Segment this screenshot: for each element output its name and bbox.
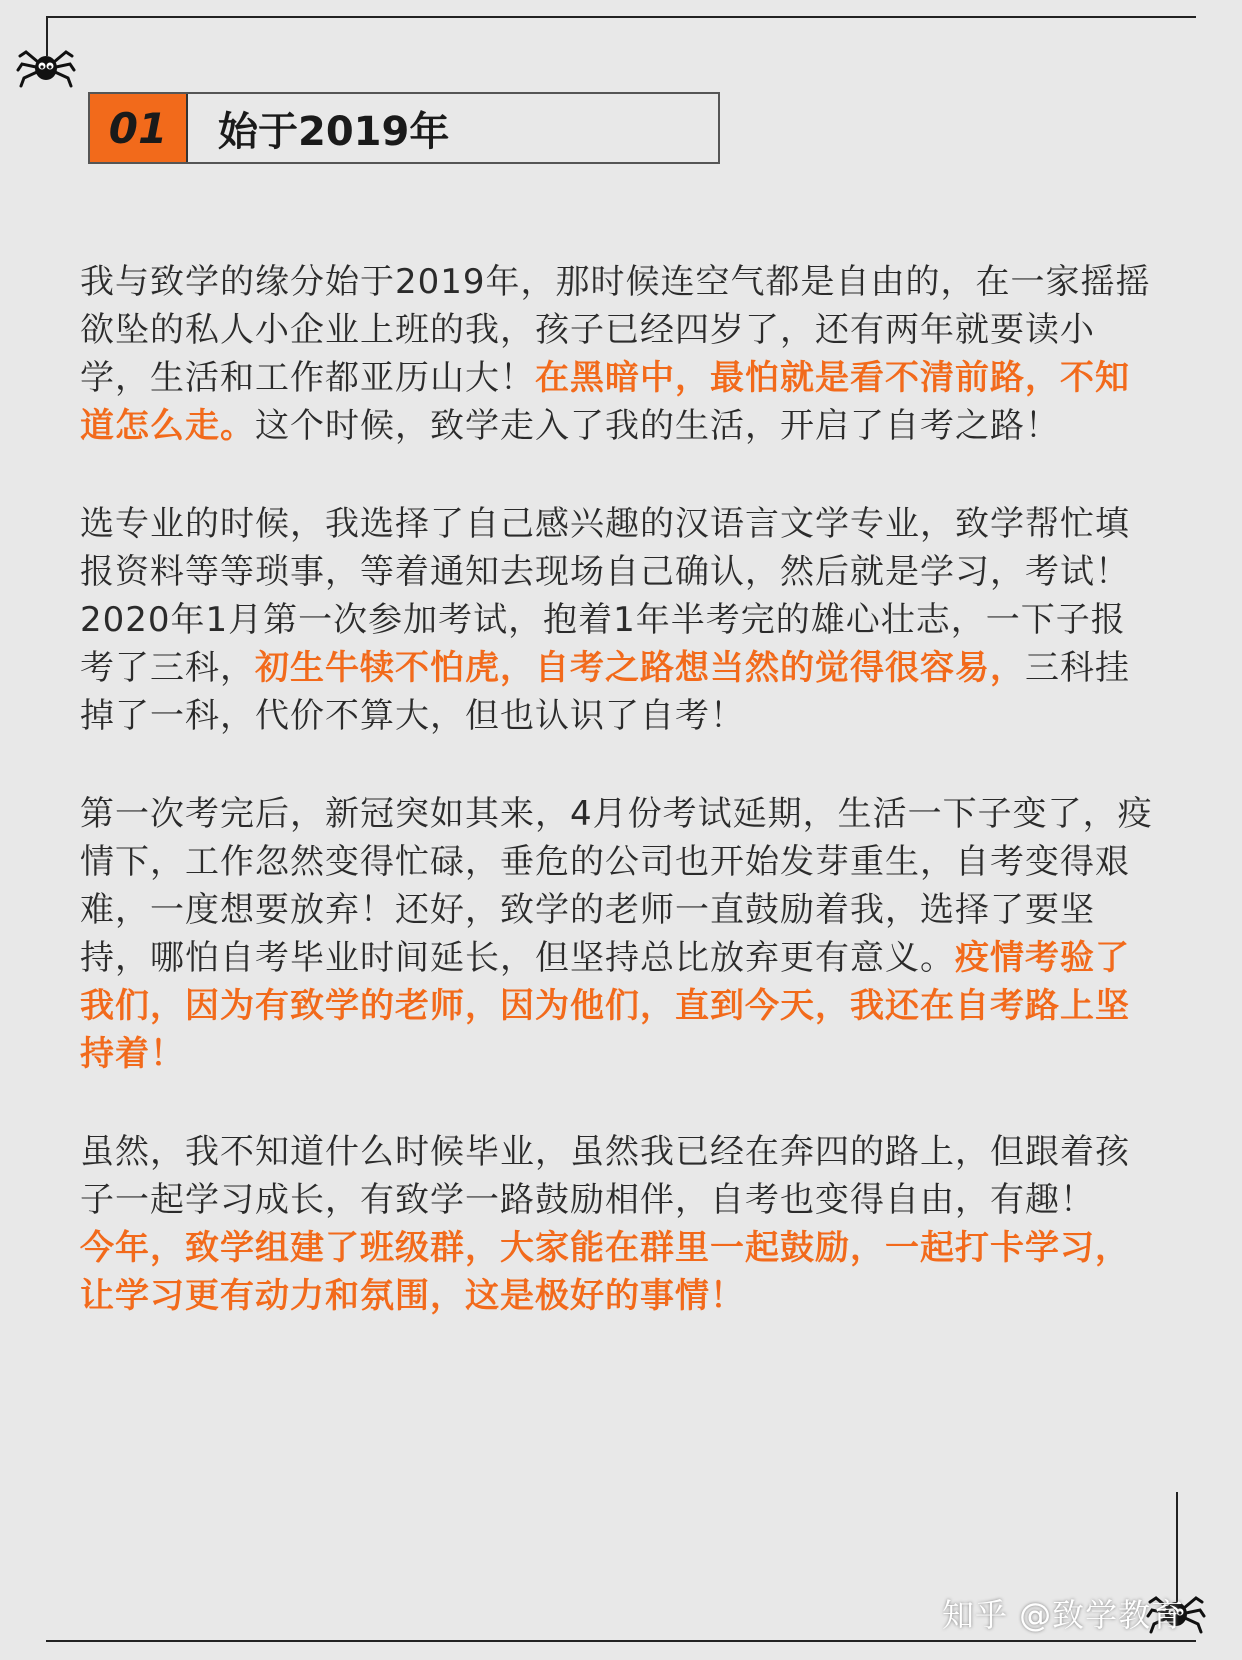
paragraph <box>80 596 1160 740</box>
section-header <box>88 92 720 164</box>
paragraph <box>80 1224 1160 1320</box>
text-segment: 这个时候，致学走入了我的生活，开启了自考之路！ <box>255 406 1060 446</box>
highlight-segment: 初生牛犊不怕虎，自考之路想当然的觉得很容易， <box>255 648 1025 688</box>
spider-icon <box>16 44 76 90</box>
paragraph <box>80 790 1160 1078</box>
section-title: 始于2019年 <box>218 108 450 155</box>
bottom-divider <box>46 1640 1196 1642</box>
section-number: 01 <box>90 94 188 162</box>
text-segment: 三科挂掉了一科，代价不算大，但也认识了自考！ <box>80 648 1130 736</box>
text-segment: 我与致学的缘分始于2019年，那时候连空气都是自由的，在一家摇摇欲坠的私人小企业上班的我，孩子已经四岁了，还有两年就要读小学，生活和工作都亚历山大！ <box>80 262 1151 398</box>
text-segment: 第一次考完后，新冠突如其来，4月份考试延期，生活一下子变了，疫情下，工作忽然变得忙碌，垂危的公司也开始发芽重生，自考变得艰难，一度想要放弃！还好，致学的老师一直鼓励着我，选择了要坚持，哪怕自考毕业时间延长，但坚持总比放弃更有意义。 <box>80 794 1153 978</box>
text-segment: 2020年1月第一次参加考试，抱着1年半考完的雄心壮志，一下子报考了三科， <box>80 600 1126 688</box>
highlight-segment: 疫情考验了我们，因为有致学的老师，因为他们，直到今天，我还在自考路上坚持着！ <box>80 938 1130 1074</box>
text-segment: 选专业的时候，我选择了自己感兴趣的汉语言文学专业，致学帮忙填报资料等等琐事，等着通知去现场自己确认，然后就是学习，考试！ <box>80 504 1130 592</box>
highlight-segment: 在黑暗中，最怕就是看不清前路，不知道怎么走。 <box>80 358 1130 446</box>
paragraph <box>80 258 1160 450</box>
spider-thread-right <box>1176 1492 1178 1602</box>
paragraph <box>80 500 1160 596</box>
article-body <box>80 258 1160 1320</box>
text-segment: 虽然，我不知道什么时候毕业，虽然我已经在奔四的路上，但跟着孩子一起学习成长，有致学一路鼓励相伴，自考也变得自由，有趣！ <box>80 1132 1130 1220</box>
paragraph <box>80 1128 1160 1224</box>
highlight-segment: 今年，致学组建了班级群，大家能在群里一起鼓励，一起打卡学习，让学习更有动力和氛围，这是极好的事情！ <box>80 1228 1130 1316</box>
top-divider <box>46 16 1196 18</box>
watermark: 知乎 @致学教育 <box>942 1596 1185 1634</box>
